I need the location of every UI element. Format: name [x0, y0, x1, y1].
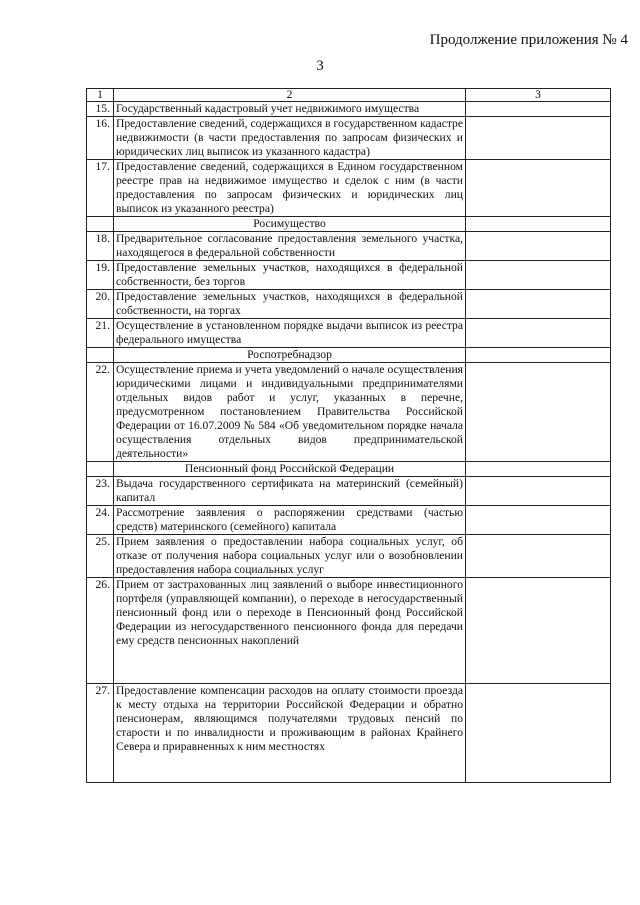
- section-title: Роспотребнадзор: [114, 348, 466, 363]
- section-header-row: [87, 348, 611, 363]
- row-number: 15.: [87, 102, 114, 117]
- section-title: Росимущество: [114, 217, 466, 232]
- table-row: [87, 160, 611, 217]
- section-col3-cell: [466, 462, 611, 477]
- row-number: 18.: [87, 232, 114, 261]
- row-col3-cell: [466, 363, 611, 462]
- row-number: 17.: [87, 160, 114, 217]
- services-table: [86, 88, 611, 783]
- table-row: [87, 363, 611, 462]
- service-description: Прием от застрахованных лиц заявлений о выборе инвестиционного портфеля (управляющей компании), о переходе в негосударственный пенсионный фонд или о переходе в Пенсионный фонд Российской Федерации из негосударственного пенсионного фонда для передачи ему средств пенсионных накоплений: [114, 578, 466, 684]
- service-description: Предоставление компенсации расходов на оплату стоимости проезда к месту отдыха на территории Российской Федерации и обратно пенсионерам, являющимся получателями трудовых пенсий по старости и по инвалидности и проживающим в районах Крайнего Севера и приравненных к ним местностях: [114, 684, 466, 783]
- row-number: 20.: [87, 290, 114, 319]
- page-number: 3: [316, 58, 324, 74]
- service-description: Государственный кадастровый учет недвижимого имущества: [114, 102, 466, 117]
- section-spacer-cell: [87, 462, 114, 477]
- row-col3-cell: [466, 535, 611, 578]
- row-number: 23.: [87, 477, 114, 506]
- row-col3-cell: [466, 477, 611, 506]
- section-col3-cell: [466, 217, 611, 232]
- row-number: 26.: [87, 578, 114, 684]
- section-spacer-cell: [87, 348, 114, 363]
- row-number: 22.: [87, 363, 114, 462]
- service-description: Предоставление сведений, содержащихся в Едином государственном реестре прав на недвижимое имущество и сделок с ним (в части предоставления по запросам физических и юридических лиц выписок из указанного реестра): [114, 160, 466, 217]
- service-description: Предоставление земельных участков, находящихся в федеральной собственности, без торгов: [114, 261, 466, 290]
- row-col3-cell: [466, 232, 611, 261]
- section-header-row: [87, 217, 611, 232]
- column-header-3: 3: [466, 89, 611, 102]
- service-description: Предоставление сведений, содержащихся в государственном кадастре недвижимости (в части предоставления по запросам физических и юридических лиц выписок из указанного кадастра): [114, 117, 466, 160]
- service-description: Осуществление приема и учета уведомлений о начале осуществления юридическими лицами и индивидуальными предпринимателями отдельных видов работ и услуг, указанных в перечне, предусмотренном постановлением Правительства Российской Федерации от 16.07.2009 № 584 «Об уведомительном порядке начала осуществления отдельных видов предпринимательской деятельности»: [114, 363, 466, 462]
- row-col3-cell: [466, 117, 611, 160]
- row-number: 16.: [87, 117, 114, 160]
- service-description: Предоставление земельных участков, находящихся в федеральной собственности, на торгах: [114, 290, 466, 319]
- table-row: [87, 506, 611, 535]
- row-number: 19.: [87, 261, 114, 290]
- column-header-2: 2: [114, 89, 466, 102]
- service-description: Рассмотрение заявления о распоряжении средствами (частью средств) материнского (семейного) капитала: [114, 506, 466, 535]
- table-row: [87, 477, 611, 506]
- table-row: [87, 117, 611, 160]
- table-row: [87, 102, 611, 117]
- section-spacer-cell: [87, 217, 114, 232]
- service-description: Осуществление в установленном порядке выдачи выписок из реестра федерального имущества: [114, 319, 466, 348]
- table-header-row: [87, 89, 611, 102]
- row-col3-cell: [466, 290, 611, 319]
- row-col3-cell: [466, 160, 611, 217]
- section-header-row: [87, 462, 611, 477]
- table-row: [87, 261, 611, 290]
- column-header-1: 1: [87, 89, 114, 102]
- section-title: Пенсионный фонд Российской Федерации: [114, 462, 466, 477]
- service-description: Прием заявления о предоставлении набора социальных услуг, об отказе от получения набора социальных услуг или о возобновлении предоставления набора социальных услуг: [114, 535, 466, 578]
- table-row: [87, 290, 611, 319]
- row-number: 24.: [87, 506, 114, 535]
- table-row: [87, 535, 611, 578]
- appendix-continuation-header: Продолжение приложения № 4: [429, 32, 628, 48]
- table-row: [87, 232, 611, 261]
- table-row: [87, 578, 611, 684]
- row-col3-cell: [466, 261, 611, 290]
- row-number: 21.: [87, 319, 114, 348]
- row-col3-cell: [466, 102, 611, 117]
- row-col3-cell: [466, 684, 611, 783]
- row-col3-cell: [466, 506, 611, 535]
- table-row: [87, 319, 611, 348]
- row-col3-cell: [466, 578, 611, 684]
- row-number: 27.: [87, 684, 114, 783]
- row-col3-cell: [466, 319, 611, 348]
- service-description: Выдача государственного сертификата на материнский (семейный) капитал: [114, 477, 466, 506]
- service-description: Предварительное согласование предоставления земельного участка, находящегося в федеральной собственности: [114, 232, 466, 261]
- section-col3-cell: [466, 348, 611, 363]
- table-row: [87, 684, 611, 783]
- row-number: 25.: [87, 535, 114, 578]
